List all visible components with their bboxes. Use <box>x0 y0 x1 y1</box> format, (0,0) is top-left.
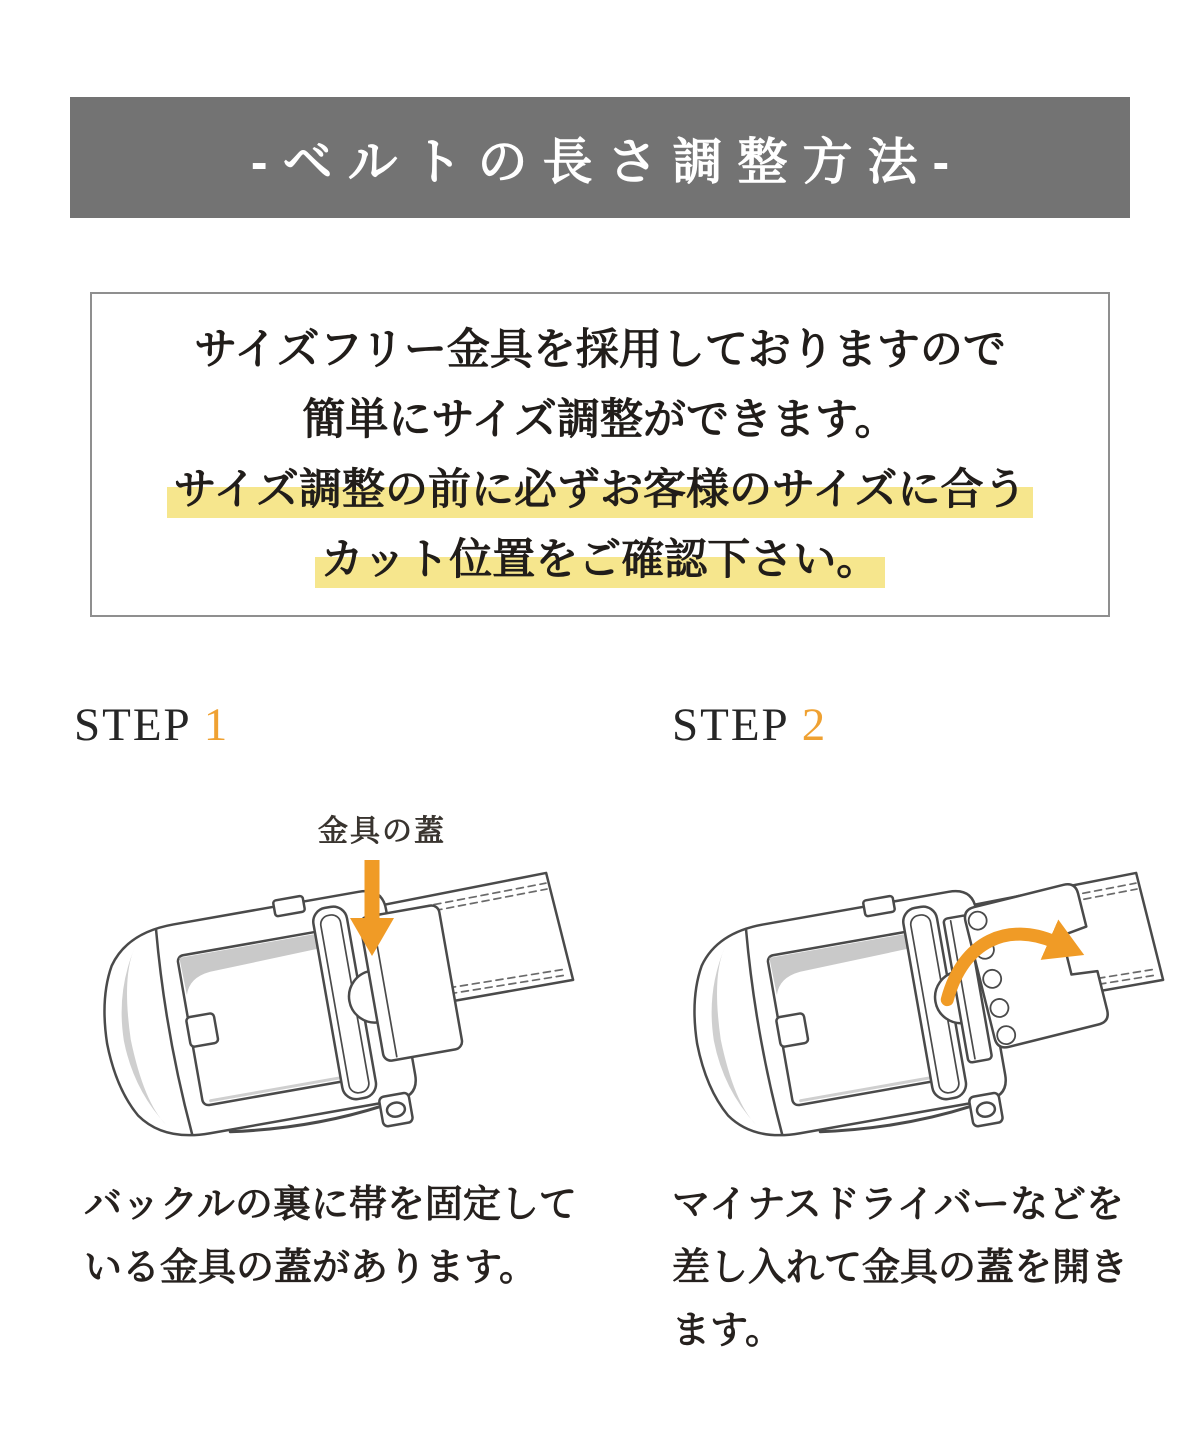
notice-line-highlighted: カット位置をご確認下さい。 <box>315 536 886 588</box>
step1-number: 1 <box>203 699 230 751</box>
screw-tab <box>969 1092 1004 1127</box>
step2-label: STEP <box>672 699 790 751</box>
title-banner <box>70 97 1130 218</box>
buckle-back-closed-lid-illustration <box>60 858 580 1158</box>
step2-caption-line: 差し入れて金具の蓋を開き <box>672 1247 1129 1289</box>
step2-caption-line: マイナスドライバーなどを <box>672 1184 1124 1226</box>
lid-label: 金具の蓋 <box>318 815 446 848</box>
notice-line: サイズフリー金具を採用しておりますので <box>194 325 1006 374</box>
step1-figure <box>60 858 580 1158</box>
step2-number: 2 <box>801 699 828 751</box>
step2-caption <box>672 1174 1200 1363</box>
notice-box <box>90 292 1110 617</box>
step1-caption <box>84 1174 624 1300</box>
notice-line-highlighted: サイズ調整の前に必ずお客様のサイズに合う <box>167 466 1032 518</box>
step1-caption-line: いる金具の蓋があります。 <box>84 1247 537 1289</box>
step1-label: STEP <box>74 699 192 751</box>
notice-line: 簡単にサイズ調整ができます。 <box>302 395 898 444</box>
step1-title <box>74 700 229 750</box>
buckle-back-open-lid-illustration <box>650 858 1170 1158</box>
page-title: -ベルトの長さ調整方法- <box>250 133 965 190</box>
step2-caption-line: ます。 <box>672 1310 783 1352</box>
step2-figure <box>650 858 1170 1158</box>
step1-caption-line: バックルの裏に帯を固定して <box>84 1184 577 1226</box>
step2-title <box>672 700 827 750</box>
screw-tab <box>379 1092 414 1127</box>
